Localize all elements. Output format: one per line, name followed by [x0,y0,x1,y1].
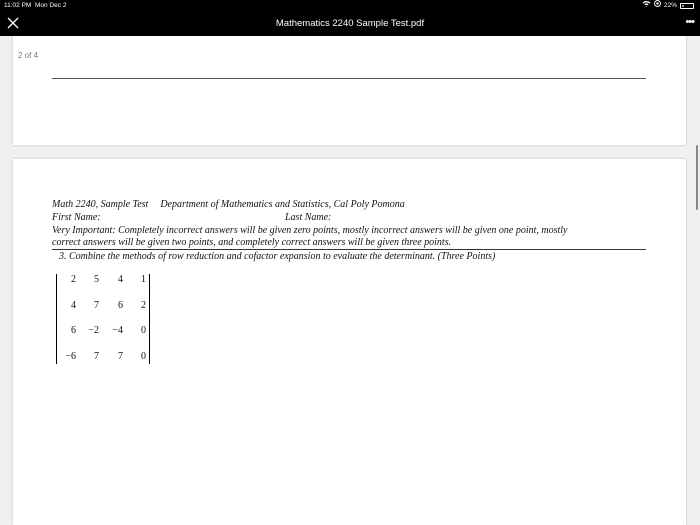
matrix-entry: 7 [94,351,99,362]
matrix-entry: 7 [94,300,99,311]
matrix-entry: 5 [94,274,99,285]
section-divider [52,249,646,250]
matrix-entry: −6 [65,351,76,362]
battery-icon [680,3,694,9]
page-indicator: 2 of 4 [18,51,39,60]
horizontal-rule [52,78,646,79]
scrollbar[interactable] [696,145,698,210]
matrix-entry: −4 [112,325,123,336]
matrix-entry: 7 [118,351,123,362]
determinant-matrix [56,274,150,364]
location-icon [654,0,661,11]
important-notice-line-1: Very Important: Completely incorrect answers will be given zero points, mostly incorrect answers will be given one point, mostly [52,225,568,236]
wifi-icon [642,0,651,11]
matrix-entry: 0 [141,325,146,336]
matrix-entry: 1 [141,274,146,285]
matrix-entry: 0 [141,351,146,362]
more-options-button[interactable]: ••• [685,16,694,28]
matrix-entry: −2 [88,325,99,336]
course-title: Math 2240, Sample Test [52,199,149,210]
matrix-entry: 4 [71,300,76,311]
important-notice-line-2: correct answers will be given two points, and completely correct answers will be given three points. [52,237,452,248]
last-name-label: Last Name: [285,212,332,223]
top-nav-bar [0,11,700,36]
battery-percent: 22% [663,2,677,9]
matrix-entry: 6 [118,300,123,311]
status-date: Mon Dec 2 [35,2,67,9]
important-notice [52,225,646,249]
question-3: 3. Combine the methods of row reduction and cofactor expansion to evaluate the determinant. (Three Points) [59,251,496,262]
first-name-label: First Name: [52,212,101,223]
matrix-entry: 2 [141,300,146,311]
status-time: 11:02 PM [4,2,32,9]
matrix-entry: 2 [71,274,76,285]
status-bar [0,0,700,11]
department-name: Department of Mathematics and Statistics, Cal Poly Pomona [160,199,405,210]
matrix-entry: 6 [71,325,76,336]
matrix-entry: 4 [118,274,123,285]
exam-header [52,199,405,210]
pdf-page-1[interactable] [13,36,686,145]
document-title: Mathematics 2240 Sample Test.pdf [275,18,425,29]
